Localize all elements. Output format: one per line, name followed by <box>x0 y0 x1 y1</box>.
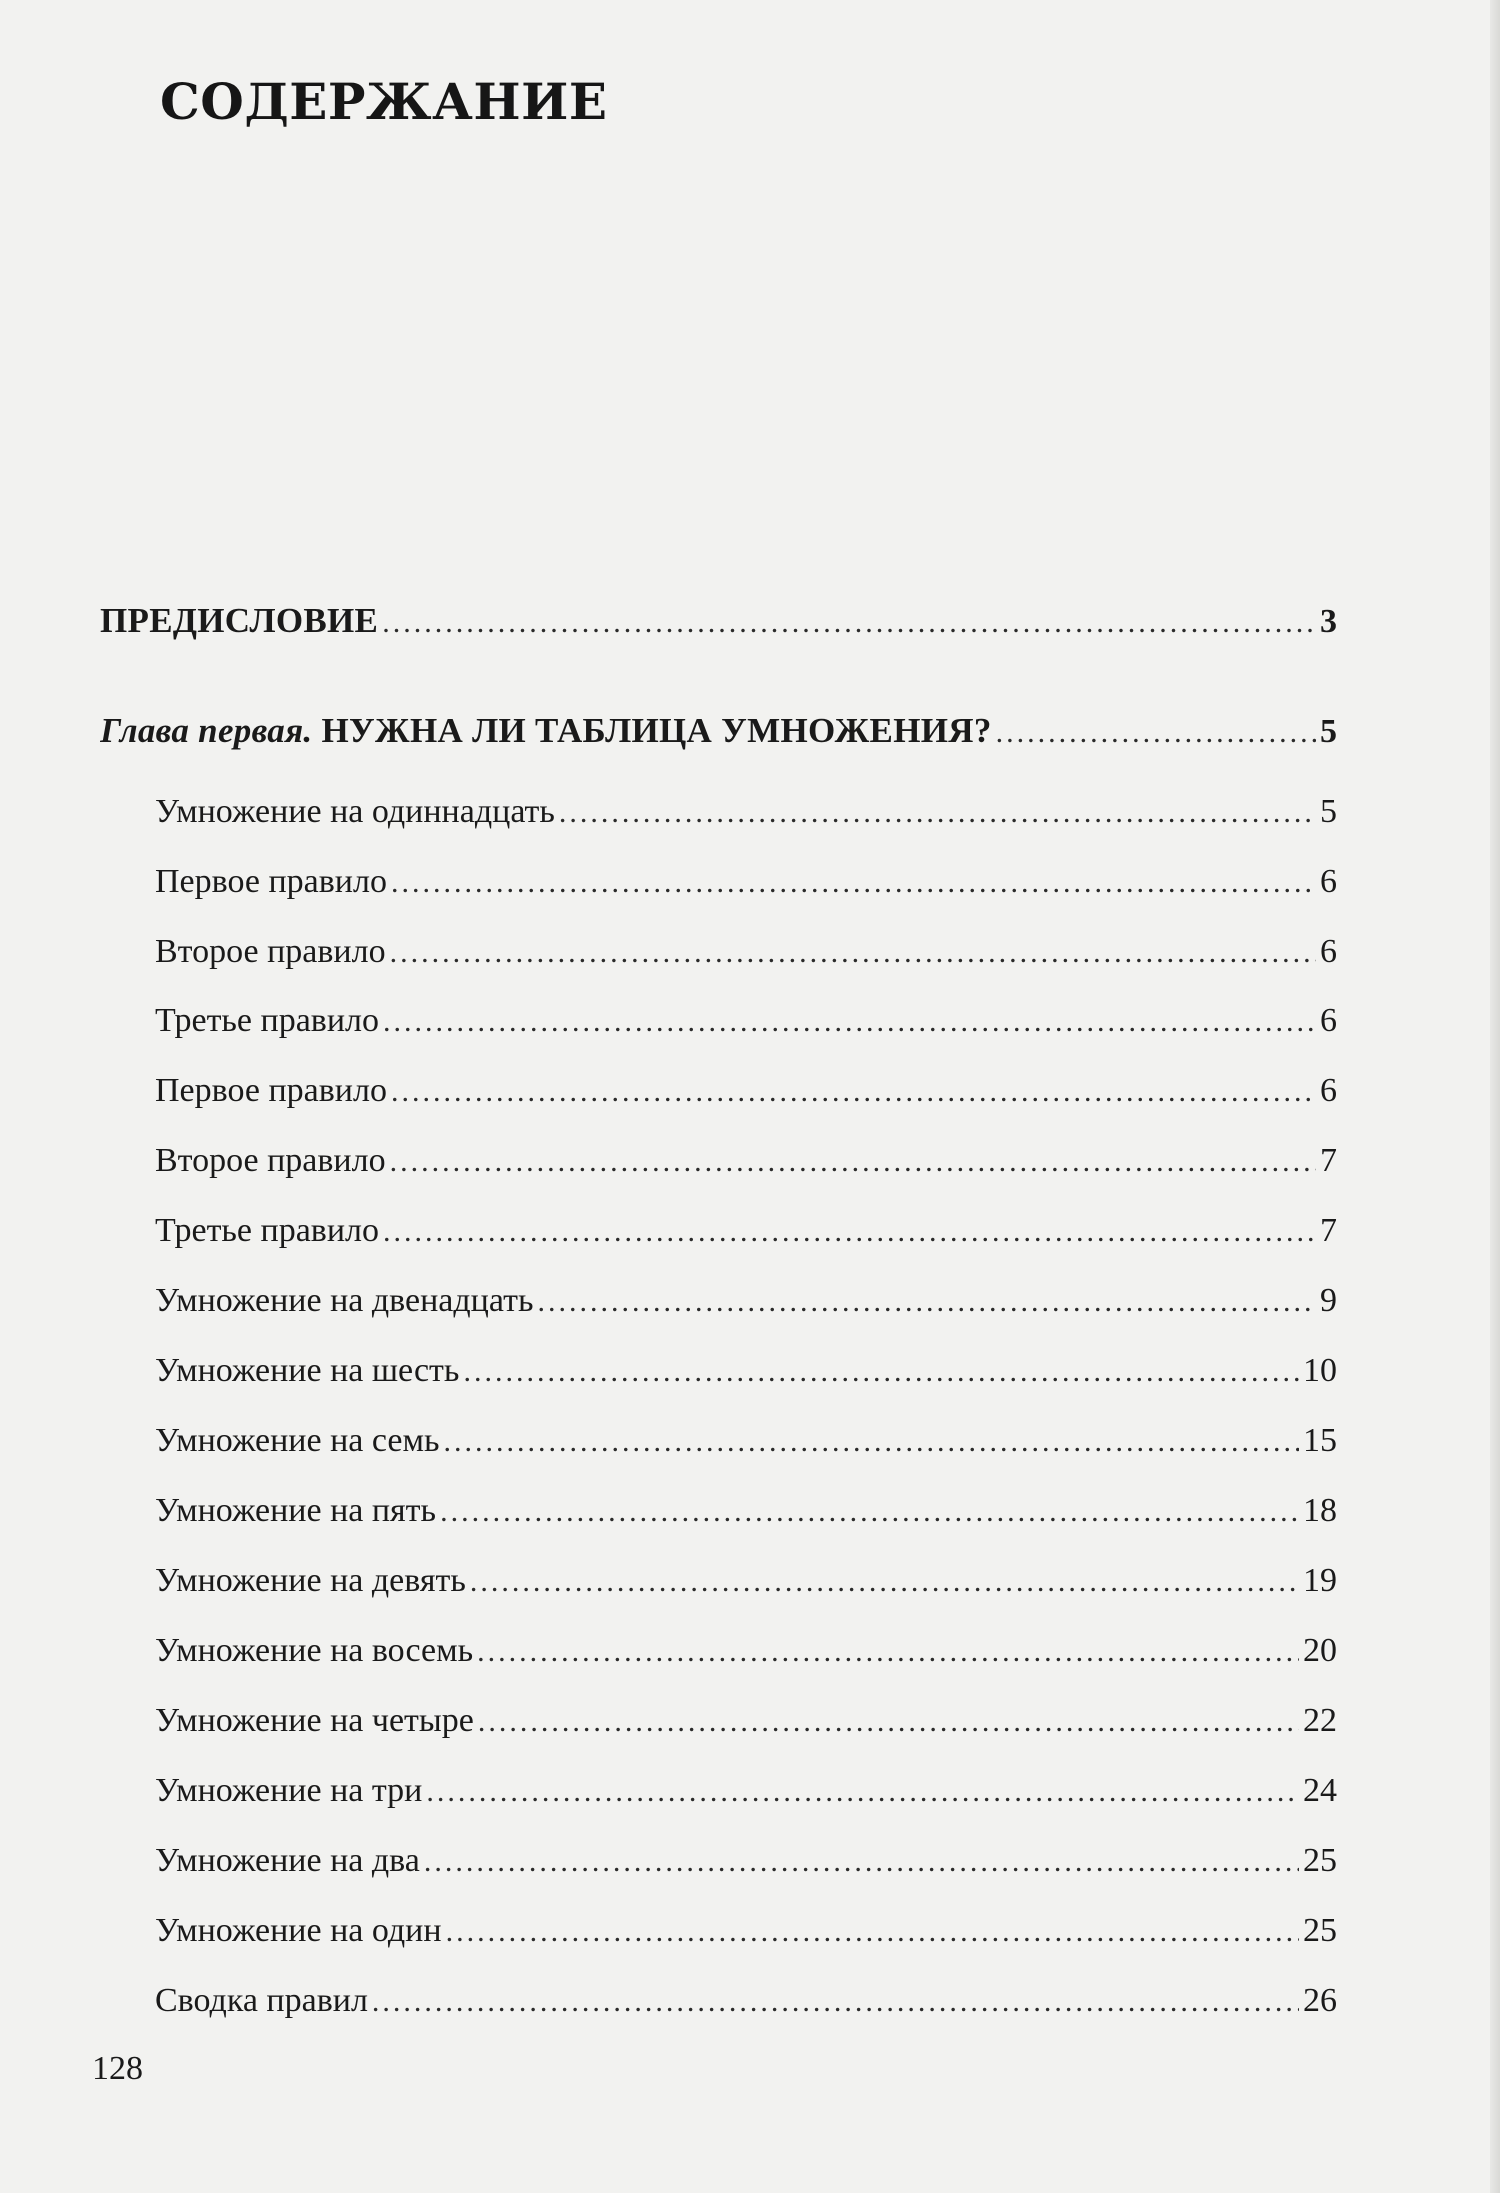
page-edge-shadow <box>1490 0 1500 2193</box>
toc-entry[interactable] <box>155 1422 1337 1478</box>
page-number: 128 <box>92 2050 143 2087</box>
toc-entry-page: 7 <box>1320 1212 1337 1249</box>
toc-entry-page: 5 <box>1320 713 1337 750</box>
toc-entry[interactable] <box>155 933 1337 989</box>
toc-entry-label: Третье правило <box>155 1212 380 1249</box>
toc-leader-dots <box>478 1705 1299 1739</box>
toc-entry[interactable] <box>155 1982 1337 2038</box>
toc-leader-dots <box>383 1005 1316 1039</box>
toc-entry[interactable] <box>155 1352 1337 1408</box>
toc-entry-label <box>100 711 992 751</box>
toc-entry[interactable] <box>155 1212 1337 1268</box>
toc-entry-page: 20 <box>1303 1632 1337 1669</box>
toc-entry-page: 26 <box>1303 1982 1337 2019</box>
toc-leader-dots <box>391 1075 1316 1109</box>
toc-leader-dots <box>383 1215 1316 1249</box>
toc-entry[interactable] <box>155 1492 1337 1548</box>
toc-entry-label: Умножение на три <box>155 1772 423 1809</box>
toc-leader-dots <box>382 606 1316 640</box>
toc-entry-page: 19 <box>1303 1562 1337 1599</box>
toc-entry-page: 18 <box>1303 1492 1337 1529</box>
toc-leader-dots <box>463 1355 1299 1389</box>
toc-entry-label: Первое правило <box>155 863 387 900</box>
toc-leader-dots <box>996 716 1316 750</box>
toc-entry-label: Третье правило <box>155 1002 380 1039</box>
toc-entry-label: Первое правило <box>155 1072 387 1109</box>
toc-entry[interactable] <box>155 863 1337 919</box>
toc-entry-page: 15 <box>1303 1422 1337 1459</box>
toc-entry-label: Умножение на девять <box>155 1562 466 1599</box>
toc-leader-dots <box>477 1635 1299 1669</box>
toc-entry-page: 6 <box>1320 933 1337 970</box>
toc-entry-label: Умножение на пять <box>155 1492 437 1529</box>
toc-entry[interactable] <box>155 1562 1337 1618</box>
toc-entry[interactable] <box>155 1702 1337 1758</box>
toc-leader-dots <box>390 1145 1316 1179</box>
chapter-title: НУЖНА ЛИ ТАБЛИЦА УМНОЖЕНИЯ? <box>321 711 992 750</box>
toc-entry-page: 24 <box>1303 1772 1337 1809</box>
toc-entry-label: Умножение на один <box>155 1912 442 1949</box>
toc-entry[interactable] <box>155 793 1337 849</box>
toc-leader-dots <box>443 1425 1299 1459</box>
toc-entry[interactable] <box>155 1632 1337 1688</box>
toc-entry[interactable] <box>155 1842 1337 1898</box>
toc-entry[interactable] <box>155 1072 1337 1128</box>
toc-entry-page: 3 <box>1320 603 1337 640</box>
toc-entry-label: Умножение на двенадцать <box>155 1282 534 1319</box>
chapter-prefix: Глава первая. <box>100 711 313 750</box>
toc-entry-page: 6 <box>1320 1002 1337 1039</box>
toc-entry-chapter-one[interactable] <box>100 711 1337 767</box>
page-title: СОДЕРЖАНИЕ <box>160 72 608 131</box>
toc-entry-label: Второе правило <box>155 933 386 970</box>
toc-leader-dots <box>424 1845 1299 1879</box>
toc-entry-label: Второе правило <box>155 1142 386 1179</box>
toc-entry-label: Умножение на два <box>155 1842 420 1879</box>
toc-entry-preface[interactable] <box>100 601 1337 657</box>
toc-entry[interactable] <box>155 1142 1337 1198</box>
toc-leader-dots <box>537 1285 1316 1319</box>
toc-entry-label: Умножение на одиннадцать <box>155 793 555 830</box>
toc-entry-page: 10 <box>1303 1352 1337 1389</box>
toc-entry[interactable] <box>155 1772 1337 1828</box>
toc-entry-page: 6 <box>1320 1072 1337 1109</box>
toc-entry-page: 22 <box>1303 1702 1337 1739</box>
toc-entry-label: Умножение на восемь <box>155 1632 474 1669</box>
toc-entry[interactable] <box>155 1912 1337 1968</box>
toc-entry-label: Умножение на шесть <box>155 1352 460 1389</box>
toc-entry-label: Умножение на семь <box>155 1422 440 1459</box>
toc-entry-page: 9 <box>1320 1282 1337 1319</box>
toc-entry-page: 25 <box>1303 1842 1337 1879</box>
toc-entry-label: Сводка правил <box>155 1982 368 2019</box>
toc-leader-dots <box>470 1565 1299 1599</box>
toc-entry-label: ПРЕДИСЛОВИЕ <box>100 601 379 640</box>
toc-leader-dots <box>426 1775 1299 1809</box>
toc-entry-page: 7 <box>1320 1142 1337 1179</box>
toc-leader-dots <box>559 796 1316 830</box>
toc-leader-dots <box>372 1985 1299 2019</box>
toc-entry-page: 25 <box>1303 1912 1337 1949</box>
toc-leader-dots <box>391 866 1316 900</box>
toc-entry[interactable] <box>155 1282 1337 1338</box>
toc-entry-page: 5 <box>1320 793 1337 830</box>
toc-leader-dots <box>390 936 1316 970</box>
toc-leader-dots <box>446 1915 1299 1949</box>
toc-leader-dots <box>440 1495 1299 1529</box>
toc-entry-page: 6 <box>1320 863 1337 900</box>
toc-entry[interactable] <box>155 1002 1337 1058</box>
toc-entry-label: Умножение на четыре <box>155 1702 474 1739</box>
